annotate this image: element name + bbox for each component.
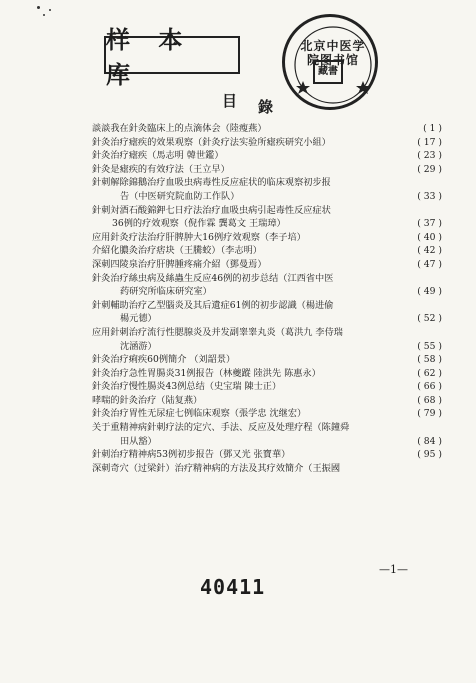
toc-entry-title: 針灸治疗瘧疾的效果观察（針灸疗法实验所瘧疾研究小組）: [92, 136, 331, 148]
toc-title-part1: 目: [222, 92, 238, 110]
toc-entry-title: 药研究所临床研究室）: [120, 286, 212, 298]
toc-entry: [92, 217, 442, 231]
toc-entry-title: 針灸治疗絲虫病及絲蟲生反应46例的初步总结（江西省中医: [92, 272, 334, 284]
toc-entry-page: ( 55 ): [417, 340, 442, 352]
toc-entry: [92, 122, 442, 136]
catalog-number: 40411: [200, 575, 266, 599]
toc-entry-title: 楊元德）: [120, 313, 157, 325]
page-mark: —1—: [379, 563, 408, 576]
toc-entry: [92, 312, 442, 326]
toc-entry-title: 36例的疗效观察（倪作霖 龔葛文 王瑞璋）: [112, 218, 286, 230]
toc-entry: [92, 353, 442, 367]
toc-entry-page: ( 1 ): [423, 123, 442, 134]
toc-entry-title: 沈涵游）: [120, 340, 157, 352]
toc-entry: [92, 380, 442, 394]
toc-entry-title: 关于重精神病針刺疗法的定穴、手法、反应及处理疗程（陈鐘舜: [92, 422, 350, 434]
ink-speck: [43, 14, 45, 16]
toc-entry-title: 針灸治疗急性胃腸炎31例报告（林夔蹤 陸洪先 陈惠永）: [92, 367, 321, 379]
toc-entry: [92, 285, 442, 299]
toc-entry-title: 应用針灸疗法治疗肝脾肿大16例疗效观察（李子培）: [92, 231, 306, 243]
toc-entry-page: ( 58 ): [417, 354, 442, 366]
toc-entry-page: ( 47 ): [417, 258, 442, 270]
toc-entry-title: 哮喘的針灸治疗（陆复燕）: [92, 394, 203, 406]
toc-entry: [92, 421, 442, 435]
toc-entry: [92, 204, 442, 218]
toc-entry-page: ( 95 ): [417, 449, 442, 461]
toc-entry: [92, 136, 442, 150]
toc-entry-title: 針灸治疗胃性无尿症七例临床观察（張学忠 沈继宏）: [92, 408, 307, 420]
toc-entry: [92, 163, 442, 177]
toc-entry: [92, 340, 442, 354]
toc-entry-title: 針灸治疗痢疾60例簡介 （刘韶景）: [92, 354, 236, 366]
table-of-contents: [92, 122, 442, 475]
toc-entry-page: ( 52 ): [417, 313, 442, 325]
toc-entry-title: 針灸治疗瘧疾（馬志明 韓世鑑）: [92, 150, 224, 162]
toc-entry-title: 深刺奇穴（过梁針）治疗精神病的方法及其疗效簡介（王振國: [92, 462, 341, 474]
toc-entry-title: 应用針刺治疗流行性腮腺炎及并发副睾睾丸炎（葛洪九 李侍瑞: [92, 326, 343, 338]
toc-entry-title: 深刺四陵泉治疗肝脾腫疼痛介紹（鄧曼焉）: [92, 258, 267, 270]
toc-entry: [92, 462, 442, 476]
toc-entry: [92, 149, 442, 163]
toc-entry-page: ( 37 ): [417, 218, 442, 230]
toc-entry: [92, 435, 442, 449]
toc-entry-page: ( 23 ): [417, 150, 442, 162]
toc-entry-page: ( 49 ): [417, 286, 442, 298]
toc-entry: [92, 299, 442, 313]
seal-center-box: [313, 60, 343, 84]
toc-entry-title: 告（中医研究院血防工作队）: [120, 190, 240, 202]
toc-entry-page: ( 40 ): [417, 231, 442, 243]
toc-entry: [92, 394, 442, 408]
toc-entry: [92, 258, 442, 272]
toc-entry: [92, 367, 442, 381]
toc-entry-title: 針灸是瘧疾的有效疗法（王立早）: [92, 163, 230, 175]
toc-entry-page: ( 66 ): [417, 381, 442, 393]
toc-entry-page: ( 42 ): [417, 245, 442, 257]
toc-entry: [92, 407, 442, 421]
toc-entry: [92, 244, 442, 258]
ink-speck: [37, 6, 40, 9]
toc-entry: [92, 448, 442, 462]
seal-center-text: 藏書: [318, 66, 338, 77]
toc-entry: [92, 190, 442, 204]
toc-entry-title: 談談我在針灸臨床上的点滴体会（陸瘦燕）: [92, 123, 267, 134]
toc-entry-page: ( 33 ): [417, 190, 442, 202]
toc-entry-title: 針刺輔助治疗乙型腦炎及其后遺症61例的初步認識（楊进偷: [92, 299, 334, 311]
toc-entry: [92, 326, 442, 340]
toc-entry-title: 田从豁）: [120, 435, 157, 447]
toc-entry-title: 針刺治疗精神病53例初步报告（鄧又光 张寶華）: [92, 449, 291, 461]
toc-entry-page: ( 29 ): [417, 163, 442, 175]
toc-entry: [92, 272, 442, 286]
toc-entry-page: ( 17 ): [417, 136, 442, 148]
toc-entry: [92, 176, 442, 190]
sample-library-stamp: 样 本 库: [104, 36, 240, 74]
toc-title-part2: 錄: [258, 98, 274, 116]
toc-entry-title: 針刺対酒石酸錦鉀七日疗法治疗血吸虫病引起毒性反应症状: [92, 204, 331, 216]
toc-entry-title: 介紹化膿灸治疗痞块（王騰蛟）（李志明）: [92, 245, 262, 257]
toc-entry-page: ( 79 ): [417, 408, 442, 420]
ink-speck: [49, 9, 51, 11]
toc-entry-title: 針刺解除錦鵝治疗血吸虫病毒性反应症状的临床观察初步报: [92, 177, 331, 189]
toc-entry-page: ( 84 ): [417, 435, 442, 447]
toc-entry: [92, 231, 442, 245]
toc-entry-page: ( 62 ): [417, 367, 442, 379]
toc-entry-page: ( 68 ): [417, 394, 442, 406]
toc-entry-title: 針灸治疗慢性腸炎43例总结（史宝瑞 陳士正）: [92, 381, 282, 393]
seal-text: 北京中医学院图书馆: [300, 39, 366, 67]
